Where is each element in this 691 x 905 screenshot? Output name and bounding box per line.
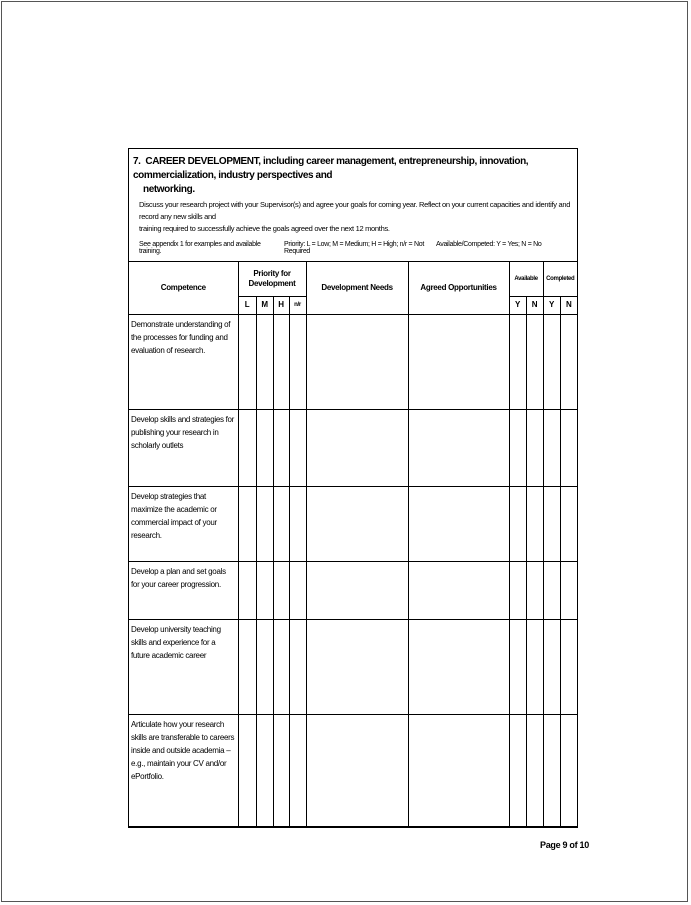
development-needs-cell[interactable]: [306, 486, 408, 561]
priority-nr-cell[interactable]: [289, 619, 306, 714]
header-available: Available: [509, 262, 543, 296]
available-no-cell[interactable]: [526, 714, 543, 826]
table-row: [129, 314, 577, 409]
development-needs-cell[interactable]: [306, 409, 408, 486]
agreed-opportunities-cell[interactable]: [408, 314, 509, 409]
header-completed: Completed: [543, 262, 577, 296]
priority-medium-cell[interactable]: [256, 619, 273, 714]
header-development-needs: Development Needs: [306, 262, 408, 314]
available-yes-cell[interactable]: [509, 409, 526, 486]
priority-nr-cell[interactable]: [289, 561, 306, 619]
priority-key: Priority: L = Low; M = Medium; H = High; n/r = Not Required: [284, 241, 424, 255]
priority-low-cell[interactable]: [238, 486, 256, 561]
competence-cell: Demonstrate understanding of the processes for funding and evaluation of research.: [129, 314, 238, 409]
table-row: [129, 409, 577, 486]
header-completed-no: N: [560, 296, 577, 314]
header-available-yes: Y: [509, 296, 526, 314]
section-title-line1: CAREER DEVELOPMENT, including career management, entrepreneurship, innovation, commercialization, industry perspectives and: [133, 156, 529, 181]
competence-table: [129, 262, 577, 827]
agreed-opportunities-cell[interactable]: [408, 714, 509, 826]
priority-nr-cell[interactable]: [289, 486, 306, 561]
section-header: [129, 149, 577, 262]
header-priority-not-required: n/r: [289, 296, 306, 314]
header-competence: Competence: [129, 262, 238, 314]
available-no-cell[interactable]: [526, 486, 543, 561]
header-priority-high: H: [273, 296, 289, 314]
development-needs-cell[interactable]: [306, 561, 408, 619]
agreed-opportunities-cell[interactable]: [408, 486, 509, 561]
priority-low-cell[interactable]: [238, 409, 256, 486]
completed-no-cell[interactable]: [560, 486, 577, 561]
priority-low-cell[interactable]: [238, 619, 256, 714]
priority-medium-cell[interactable]: [256, 714, 273, 826]
available-yes-cell[interactable]: [509, 714, 526, 826]
available-no-cell[interactable]: [526, 314, 543, 409]
description-line1: Discuss your research project with your Supervisor(s) and agree your goals for coming year. Reflect on your current capacities and identify and record any new skills and: [139, 200, 571, 221]
page-number: Page 9 of 10: [540, 840, 589, 850]
header-agreed-opportunities: Agreed Opportunities: [408, 262, 509, 314]
section-title-line2: networking.: [143, 184, 195, 195]
competence-cell: Develop skills and strategies for publishing your research in scholarly outlets: [129, 409, 238, 486]
completed-yes-cell[interactable]: [543, 561, 560, 619]
section-number: 7.: [133, 156, 141, 167]
section-description: [133, 199, 573, 235]
priority-nr-cell[interactable]: [289, 409, 306, 486]
available-yes-cell[interactable]: [509, 314, 526, 409]
priority-medium-cell[interactable]: [256, 486, 273, 561]
available-yes-cell[interactable]: [509, 561, 526, 619]
completed-no-cell[interactable]: [560, 619, 577, 714]
priority-nr-cell[interactable]: [289, 314, 306, 409]
priority-medium-cell[interactable]: [256, 409, 273, 486]
available-no-cell[interactable]: [526, 409, 543, 486]
available-yes-cell[interactable]: [509, 486, 526, 561]
priority-high-cell[interactable]: [273, 314, 289, 409]
header-available-no: N: [526, 296, 543, 314]
availability-key: Available/Competed: Y = Yes; N = No: [436, 241, 542, 248]
priority-medium-cell[interactable]: [256, 314, 273, 409]
header-priority-medium: M: [256, 296, 273, 314]
priority-high-cell[interactable]: [273, 409, 289, 486]
priority-low-cell[interactable]: [238, 714, 256, 826]
description-line2: training required to successfully achieve the goals agreed over the next 12 months.: [139, 224, 390, 233]
table-row: [129, 714, 577, 826]
agreed-opportunities-cell[interactable]: [408, 561, 509, 619]
priority-high-cell[interactable]: [273, 486, 289, 561]
competence-cell: Develop strategies that maximize the academic or commercial impact of your research.: [129, 486, 238, 561]
appendix-note: See appendix 1 for examples and available training.: [139, 241, 261, 255]
completed-no-cell[interactable]: [560, 561, 577, 619]
career-development-form: [128, 148, 578, 828]
completed-no-cell[interactable]: [560, 714, 577, 826]
legend-row: [133, 241, 573, 255]
completed-yes-cell[interactable]: [543, 619, 560, 714]
priority-high-cell[interactable]: [273, 619, 289, 714]
completed-yes-cell[interactable]: [543, 314, 560, 409]
priority-low-cell[interactable]: [238, 314, 256, 409]
completed-no-cell[interactable]: [560, 314, 577, 409]
section-title: [133, 155, 573, 197]
header-priority-low: L: [238, 296, 256, 314]
header-completed-yes: Y: [543, 296, 560, 314]
completed-no-cell[interactable]: [560, 409, 577, 486]
header-row-1: [129, 262, 577, 296]
completed-yes-cell[interactable]: [543, 486, 560, 561]
available-no-cell[interactable]: [526, 619, 543, 714]
development-needs-cell[interactable]: [306, 619, 408, 714]
competence-cell: Articulate how your research skills are transferable to careers inside and outside academia – e.g., maintain your CV and/or ePortfolio.: [129, 714, 238, 826]
completed-yes-cell[interactable]: [543, 714, 560, 826]
table-row: [129, 486, 577, 561]
priority-medium-cell[interactable]: [256, 561, 273, 619]
header-priority: Priority for Development: [238, 262, 306, 296]
development-needs-cell[interactable]: [306, 314, 408, 409]
table-row: [129, 619, 577, 714]
competence-cell: Develop university teaching skills and experience for a future academic career: [129, 619, 238, 714]
priority-nr-cell[interactable]: [289, 714, 306, 826]
priority-high-cell[interactable]: [273, 714, 289, 826]
completed-yes-cell[interactable]: [543, 409, 560, 486]
table-row: [129, 561, 577, 619]
priority-high-cell[interactable]: [273, 561, 289, 619]
competence-cell: Develop a plan and set goals for your career progression.: [129, 561, 238, 619]
agreed-opportunities-cell[interactable]: [408, 409, 509, 486]
priority-low-cell[interactable]: [238, 561, 256, 619]
available-yes-cell[interactable]: [509, 619, 526, 714]
available-no-cell[interactable]: [526, 561, 543, 619]
development-needs-cell[interactable]: [306, 714, 408, 826]
agreed-opportunities-cell[interactable]: [408, 619, 509, 714]
